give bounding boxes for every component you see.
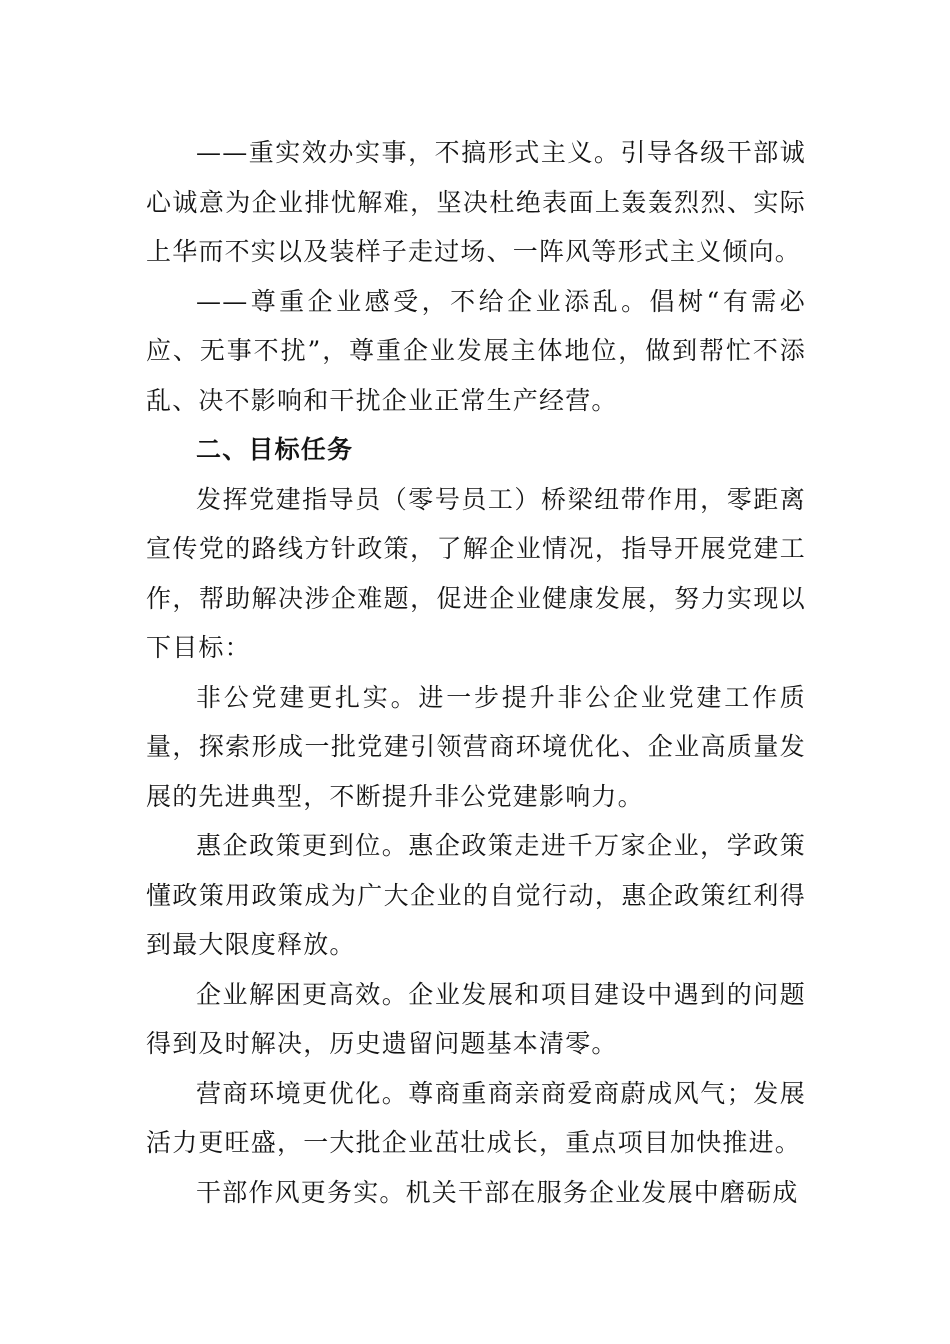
- paragraph-cadre-style: 干部作风更务实。机关干部在服务企业发展中磨砺成: [196, 1177, 799, 1207]
- paragraph-problem-solving: 企业解困更高效。企业发展和项目建设中遇到的问题得到及时解决，历史遗留问题基本清零。: [146, 979, 806, 1058]
- paragraph-business-environment: 营商环境更优化。尊商重商亲商爱商蔚成风气；发展活力更旺盛，一大批企业茁壮成长，重点项目加快推进。: [146, 1078, 806, 1157]
- section-heading-goals: 二、目标任务: [196, 435, 354, 464]
- paragraph-practical-work: ——重实效办实事，不搞形式主义。引导各级干部诚心诚意为企业排忧解难，坚决杜绝表面上轰轰烈烈、实际上华而不实以及装样子走过场、一阵风等形式主义倾向。: [146, 138, 806, 266]
- paragraph-goals-intro: 发挥党建指导员（零号员工）桥梁纽带作用，零距离宣传党的路线方针政策，了解企业情况，指导开展党建工作，帮助解决涉企难题，促进企业健康发展，努力实现以下目标：: [146, 484, 806, 662]
- document-body: [146, 128, 806, 1217]
- paragraph-party-building: 非公党建更扎实。进一步提升非公企业党建工作质量，探索形成一批党建引领营商环境优化、企业高质量发展的先进典型，不断提升非公党建影响力。: [146, 682, 806, 811]
- paragraph-respect-enterprise: ——尊重企业感受，不给企业添乱。倡树“有需必应、无事不扰”，尊重企业发展主体地位，做到帮忙不添乱、决不影响和干扰企业正常生产经营。: [146, 286, 806, 415]
- paragraph-policy: 惠企政策更到位。惠企政策走进千万家企业，学政策懂政策用政策成为广大企业的自觉行动，惠企政策红利得到最大限度释放。: [146, 831, 806, 959]
